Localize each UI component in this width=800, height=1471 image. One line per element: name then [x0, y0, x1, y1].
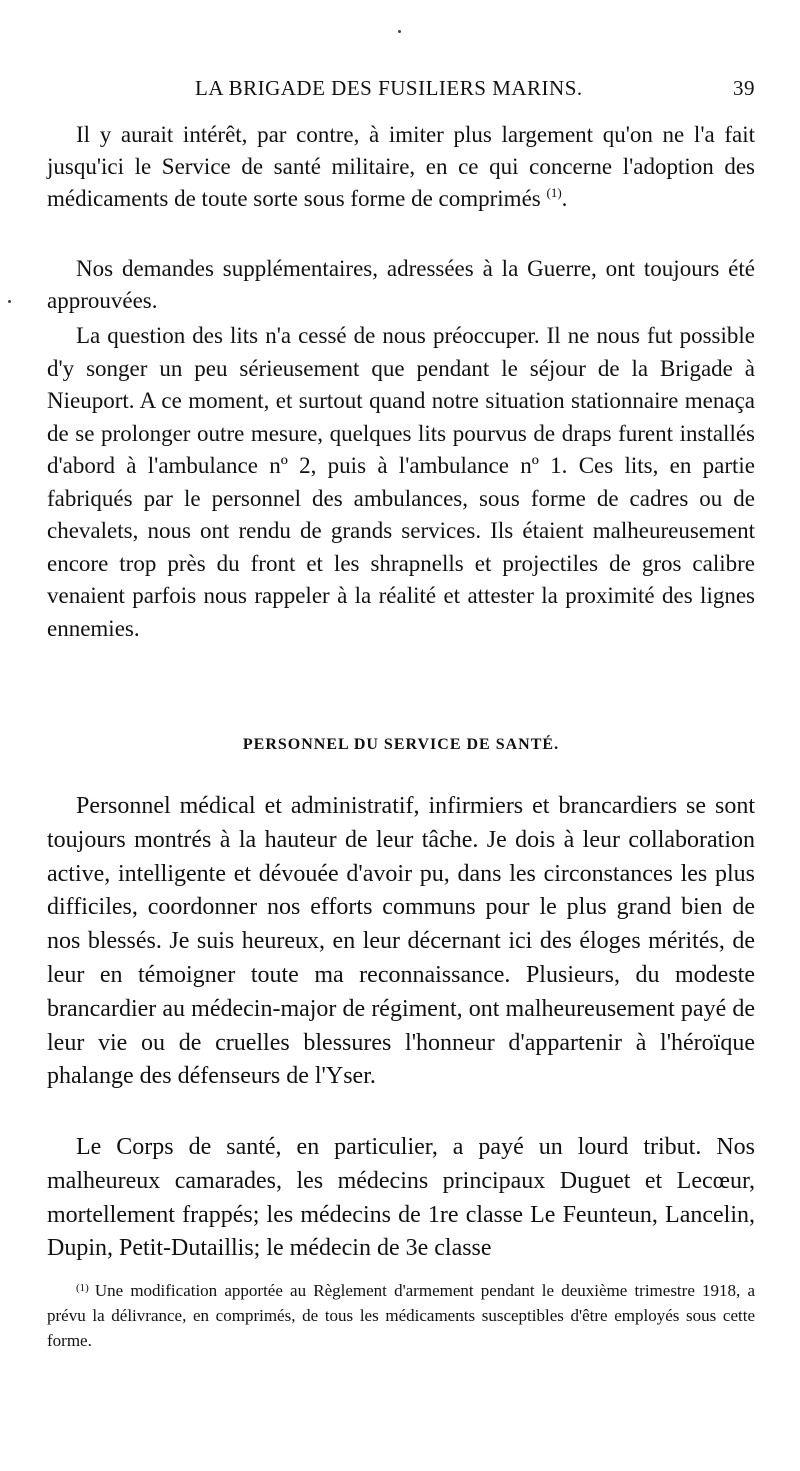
paragraph-medications: Il y aurait intérêt, par contre, à imiter plus largement qu'on ne l'a fait jusqu'ici le Service de santé militaire, en ce qui concerne l'adoption des médicaments de toute sorte sous forme de comprimés $^{(1)}$.: [47, 122, 755, 211]
book-page: [47, 0, 755, 1471]
page-number: 39: [733, 76, 755, 100]
paragraph-medical-corps: Le Corps de santé, en particulier, a payé un lourd tribut. Nos malheureux camarades, les médecins principaux Duguet et Lecœur, mortellement frappés; les médecins de 1re classe Le Feunteun, Lancelin, Dupin, Petit-Dutaillis; le médecin de 3e classe: [47, 1134, 755, 1262]
footnote: [47, 1278, 755, 1353]
running-title: LA BRIGADE DES FUSILIERS MARINS.: [195, 76, 583, 100]
running-head: [47, 76, 755, 106]
paragraph-beds: La question des lits n'a cessé de nous préoccuper. Il ne nous fut possible d'y songer un peu sérieusement que pendant le séjour de la Brigade à Nieuport. A ce moment, et surtout quand notre situation stationnaire menaça de se prolonger outre mesure, quelques lits pourvus de draps furent installés d'abord à l'ambulance nº 2, puis à l'ambulance nº 1. Ces lits, en partie fabriqués par le personnel des ambulances, sous forme de cadres ou de chevalets, nous ont rendu de grands services. Ils étaient malheureusement encore trop près du front et les shrapnells et projectiles de gros calibre venaient parfois nous rappeler à la réalité et attester la proximité des lignes ennemies.: [47, 323, 755, 641]
footnote-text: Une modification apportée au Règlement d'armement pendant le deuxième trimestre 1918, a prévu la délivrance, en comprimés, de tous les médicaments susceptibles d'être employés sous cette forme.: [47, 1281, 755, 1350]
section-heading: PERSONNEL DU SERVICE DE SANTÉ.: [242, 736, 560, 753]
margin-speck: [8, 300, 11, 303]
footnote-reference[interactable]: (1): [546, 185, 562, 200]
paragraph-requests: Nos demandes supplémentaires, adressées à la Guerre, ont toujours été approuvées.: [47, 256, 755, 313]
paragraph-personnel: Personnel médical et administratif, infirmiers et brancardiers se sont toujours montrés à la hauteur de leur tâche. Je dois à leur collaboration active, intelligente et dévouée d'avoir pu, dans les circonstances les plus difficiles, coordonner nos efforts communs pour le plus grand bien de nos blessés. Je suis heureux, en leur décernant ici des éloges mérités, de leur en témoigner toute ma reconnaissance. Plusieurs, du modeste brancardier au médecin-major de régiment, ont malheureusement payé de leur vie ou de cruelles blessures l'honneur d'appartenir à l'héroïque phalange des défenseurs de l'Yser.: [47, 793, 755, 1090]
margin-speck: [398, 30, 401, 33]
paragraph-medications-text: Il y aurait intérêt, par contre, à imiter plus largement qu'on ne l'a fait jusqu'ici le Service de santé militaire, en ce qui concerne l'adoption des médicaments de toute sorte sous forme de comprimés: [47, 122, 755, 211]
footnote-marker: (1): [76, 1282, 89, 1294]
